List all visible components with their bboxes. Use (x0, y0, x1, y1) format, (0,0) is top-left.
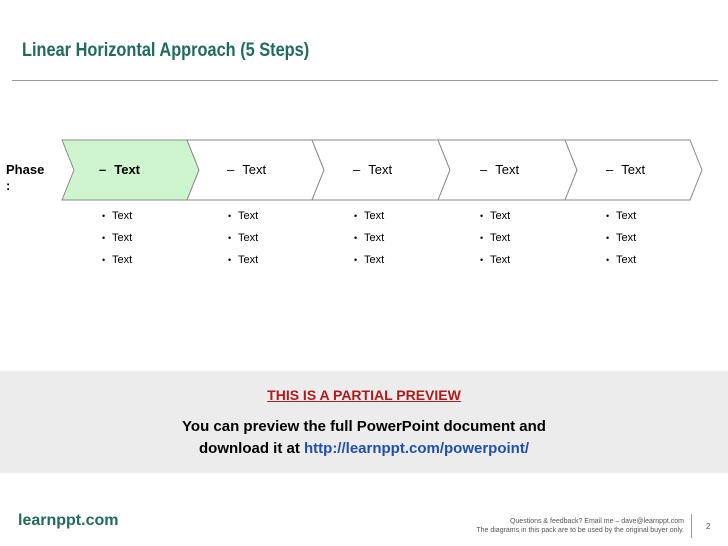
bullet-text: Text (364, 210, 385, 222)
list-item (102, 252, 132, 274)
bullet-glyph: • (480, 233, 484, 243)
bullet-glyph: • (102, 255, 106, 265)
step-1-header (99, 162, 140, 177)
slide-title: Linear Horizontal Approach (5 Steps) (22, 40, 310, 61)
bullet-glyph: • (228, 211, 232, 221)
step-4-bullet-list (480, 208, 510, 274)
list-item (102, 208, 132, 230)
list-item (480, 208, 510, 230)
step-3-header (353, 162, 392, 177)
footer-contact (476, 517, 684, 535)
contact-line-2: The diagrams in this pack are to be used by the original buyer only. (476, 527, 684, 534)
preview-message-line-1: You can preview the full PowerPoint document and (182, 418, 546, 435)
list-item (354, 230, 384, 252)
step-5-dash: – (606, 162, 614, 177)
step-3-dash: – (353, 162, 361, 177)
list-item (228, 230, 258, 252)
bullet-text: Text (238, 254, 259, 266)
step-2-label: Text (242, 162, 267, 177)
bullet-text: Text (616, 232, 637, 244)
bullet-glyph: • (102, 233, 106, 243)
step-5-label: Text (621, 162, 646, 177)
step-1-dash: – (99, 162, 107, 177)
bullet-text: Text (112, 232, 133, 244)
contact-line-1: Questions & feedback? Email me – dave@learnppt.com (509, 518, 684, 525)
bullet-glyph: • (480, 211, 484, 221)
page-number: 2 (706, 522, 711, 531)
bullet-glyph: • (606, 255, 610, 265)
step-2-dash: – (227, 162, 235, 177)
bullet-text: Text (490, 254, 511, 266)
step-3-bullet-list (354, 208, 384, 274)
list-item (480, 252, 510, 274)
bullet-text: Text (112, 254, 133, 266)
step-3-label: Text (368, 162, 393, 177)
powerpoint-link[interactable]: http://learnppt.com/powerpoint/ (304, 440, 529, 457)
step-1-bullet-list (102, 208, 132, 274)
step-1-label: Text (114, 162, 140, 177)
bullet-glyph: • (606, 233, 610, 243)
step-5-header (606, 162, 645, 177)
bullet-glyph: • (228, 255, 232, 265)
brand-logo-text: learnppt.com (18, 512, 119, 529)
bullet-glyph: • (480, 255, 484, 265)
bullet-text: Text (490, 210, 511, 222)
bullet-text: Text (238, 232, 259, 244)
bullet-text: Text (364, 254, 385, 266)
list-item (480, 230, 510, 252)
footer-divider (691, 514, 692, 538)
step-4-dash: – (480, 162, 488, 177)
step-4-label: Text (495, 162, 520, 177)
step-2-header (227, 162, 266, 177)
list-item (606, 252, 636, 274)
list-item (354, 252, 384, 274)
step-5-bullet-list (606, 208, 636, 274)
bullet-text: Text (238, 210, 259, 222)
bullet-glyph: • (354, 233, 358, 243)
bullet-text: Text (616, 254, 637, 266)
list-item (228, 252, 258, 274)
list-item (228, 208, 258, 230)
preview-title: THIS IS A PARTIAL PREVIEW (267, 387, 461, 403)
bullet-text: Text (616, 210, 637, 222)
bullet-text: Text (364, 232, 385, 244)
phase-label-text: Phase (6, 162, 45, 177)
bullet-glyph: • (102, 211, 106, 221)
bullet-glyph: • (354, 255, 358, 265)
bullet-glyph: • (606, 211, 610, 221)
list-item (102, 230, 132, 252)
list-item (354, 208, 384, 230)
bullet-text: Text (490, 232, 511, 244)
bullet-glyph: • (228, 233, 232, 243)
bullet-glyph: • (354, 211, 358, 221)
list-item (606, 208, 636, 230)
bullet-text: Text (112, 210, 133, 222)
step-2-bullet-list (228, 208, 258, 274)
list-item (606, 230, 636, 252)
preview-message-prefix: download it at (199, 440, 304, 457)
phase-label-colon: : (6, 178, 11, 193)
step-4-header (480, 162, 519, 177)
preview-message-line-2 (0, 440, 728, 457)
